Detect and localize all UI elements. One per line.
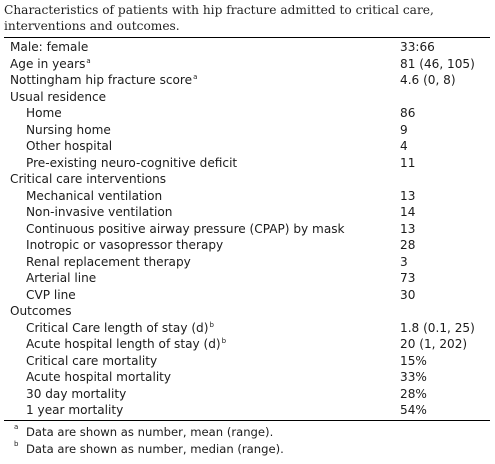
row-label-text: Nursing home — [26, 122, 111, 137]
row-label — [26, 204, 172, 221]
row-label-text: Non-invasive ventilation — [26, 205, 173, 219]
row-value: 14 — [400, 205, 416, 219]
row-value: 33:66 — [400, 40, 435, 54]
row-label-text: Arterial line — [26, 271, 97, 285]
footnote-marker: a — [86, 56, 91, 65]
row-label-text: Inotropic or vasopressor therapy — [26, 238, 224, 252]
row-label-text: Age in years — [10, 56, 86, 71]
row-label-text: 1 year mortality — [26, 403, 124, 417]
row-value: 81 (46, 105) — [400, 56, 475, 71]
top-rule — [4, 37, 490, 38]
row-label-text: Home — [26, 106, 62, 120]
table-row — [4, 336, 490, 353]
table-row — [4, 353, 490, 370]
row-value: 54% — [400, 403, 427, 417]
row-value: 13 — [400, 188, 416, 203]
table-row — [4, 221, 490, 238]
footnote-mark: b — [14, 440, 19, 448]
row-label-text: Male: female — [10, 40, 89, 54]
row-value: 73 — [400, 271, 416, 285]
section-heading — [10, 303, 72, 320]
table-row — [4, 188, 490, 205]
row-value: 33% — [400, 370, 427, 384]
footnote-marker: b — [221, 337, 227, 345]
footnote-text: Data are shown as number, median (range). — [26, 442, 284, 456]
row-value: 86 — [400, 106, 416, 120]
row-value: 1.8 (0.1, 25) — [400, 320, 475, 335]
table-row — [4, 72, 490, 89]
row-label — [26, 336, 226, 353]
row-value: 15% — [400, 353, 427, 368]
row-label — [26, 122, 111, 139]
row-label — [26, 155, 237, 172]
table-row — [4, 155, 490, 172]
section-heading-row — [4, 303, 490, 320]
row-label — [26, 188, 162, 205]
row-value: 4.6 (0, 8) — [400, 73, 456, 87]
row-label-text: Acute hospital mortality — [26, 370, 172, 384]
row-label — [26, 254, 191, 271]
row-value: 30 — [400, 287, 416, 302]
row-label — [26, 386, 126, 403]
row-label-text: Critical care mortality — [26, 353, 158, 368]
table-row — [4, 386, 490, 403]
row-label — [26, 105, 62, 122]
section-heading-row — [4, 171, 490, 188]
row-label-text: Other hospital — [26, 139, 113, 153]
footnotes — [4, 424, 490, 458]
row-value: 13 — [400, 221, 416, 236]
table-row — [4, 56, 490, 73]
row-label-text: Pre-existing neuro-cognitive deficit — [26, 155, 238, 170]
row-label — [10, 72, 197, 89]
section-heading — [10, 171, 166, 188]
row-label-text: Critical care interventions — [10, 172, 167, 186]
table-row — [4, 105, 490, 122]
table-row — [4, 138, 490, 155]
row-label — [26, 221, 345, 238]
table-body — [4, 39, 490, 419]
row-label — [26, 270, 96, 287]
table-row — [4, 254, 490, 271]
table-row — [4, 237, 490, 254]
table-row — [4, 369, 490, 386]
row-label-text: Acute hospital length of stay (d) — [26, 337, 221, 351]
table-caption: Characteristics of patients with hip fracture admitted to critical care, interventions and outcomes. — [4, 3, 434, 33]
row-value: 4 — [400, 139, 408, 153]
row-label — [26, 237, 223, 254]
section-heading — [10, 89, 106, 106]
footnote-mark: a — [14, 423, 19, 431]
row-value: 9 — [400, 122, 408, 137]
table-row — [4, 204, 490, 221]
footnote — [4, 441, 490, 458]
footnote-marker: b — [209, 320, 214, 329]
section-heading-row — [4, 89, 490, 106]
row-label — [10, 56, 91, 73]
row-value: 11 — [400, 155, 416, 170]
row-label-text: CVP line — [26, 287, 76, 302]
row-label-text: Renal replacement therapy — [26, 254, 191, 269]
row-label — [26, 353, 157, 370]
row-value: 20 (1, 202) — [400, 337, 468, 351]
footnote-marker: a — [193, 73, 198, 81]
table-row — [4, 122, 490, 139]
row-value: 28% — [400, 386, 427, 401]
table-row — [4, 287, 490, 304]
table-row — [4, 402, 490, 419]
row-label-text: Critical Care length of stay (d) — [26, 320, 209, 335]
table-row — [4, 320, 490, 337]
row-value: 28 — [400, 238, 416, 252]
row-label — [10, 39, 88, 56]
row-label-text: Usual residence — [10, 89, 107, 104]
footnote — [4, 424, 490, 441]
row-label-text: 30 day mortality — [26, 386, 127, 401]
table-row — [4, 39, 490, 56]
row-value: 3 — [400, 254, 408, 269]
table-row — [4, 270, 490, 287]
row-label — [26, 369, 171, 386]
row-label — [26, 320, 214, 337]
row-label — [26, 287, 76, 304]
row-label-text: Nottingham hip fracture score — [10, 73, 193, 87]
row-label-text: Mechanical ventilation — [26, 188, 163, 203]
bottom-rule — [4, 420, 490, 421]
footnote-text: Data are shown as number, mean (range). — [26, 425, 274, 439]
row-label — [26, 138, 112, 155]
row-label — [26, 402, 123, 419]
row-label-text: Outcomes — [10, 304, 72, 318]
row-label-text: Continuous positive airway pressure (CPAP) by mask — [26, 221, 345, 236]
